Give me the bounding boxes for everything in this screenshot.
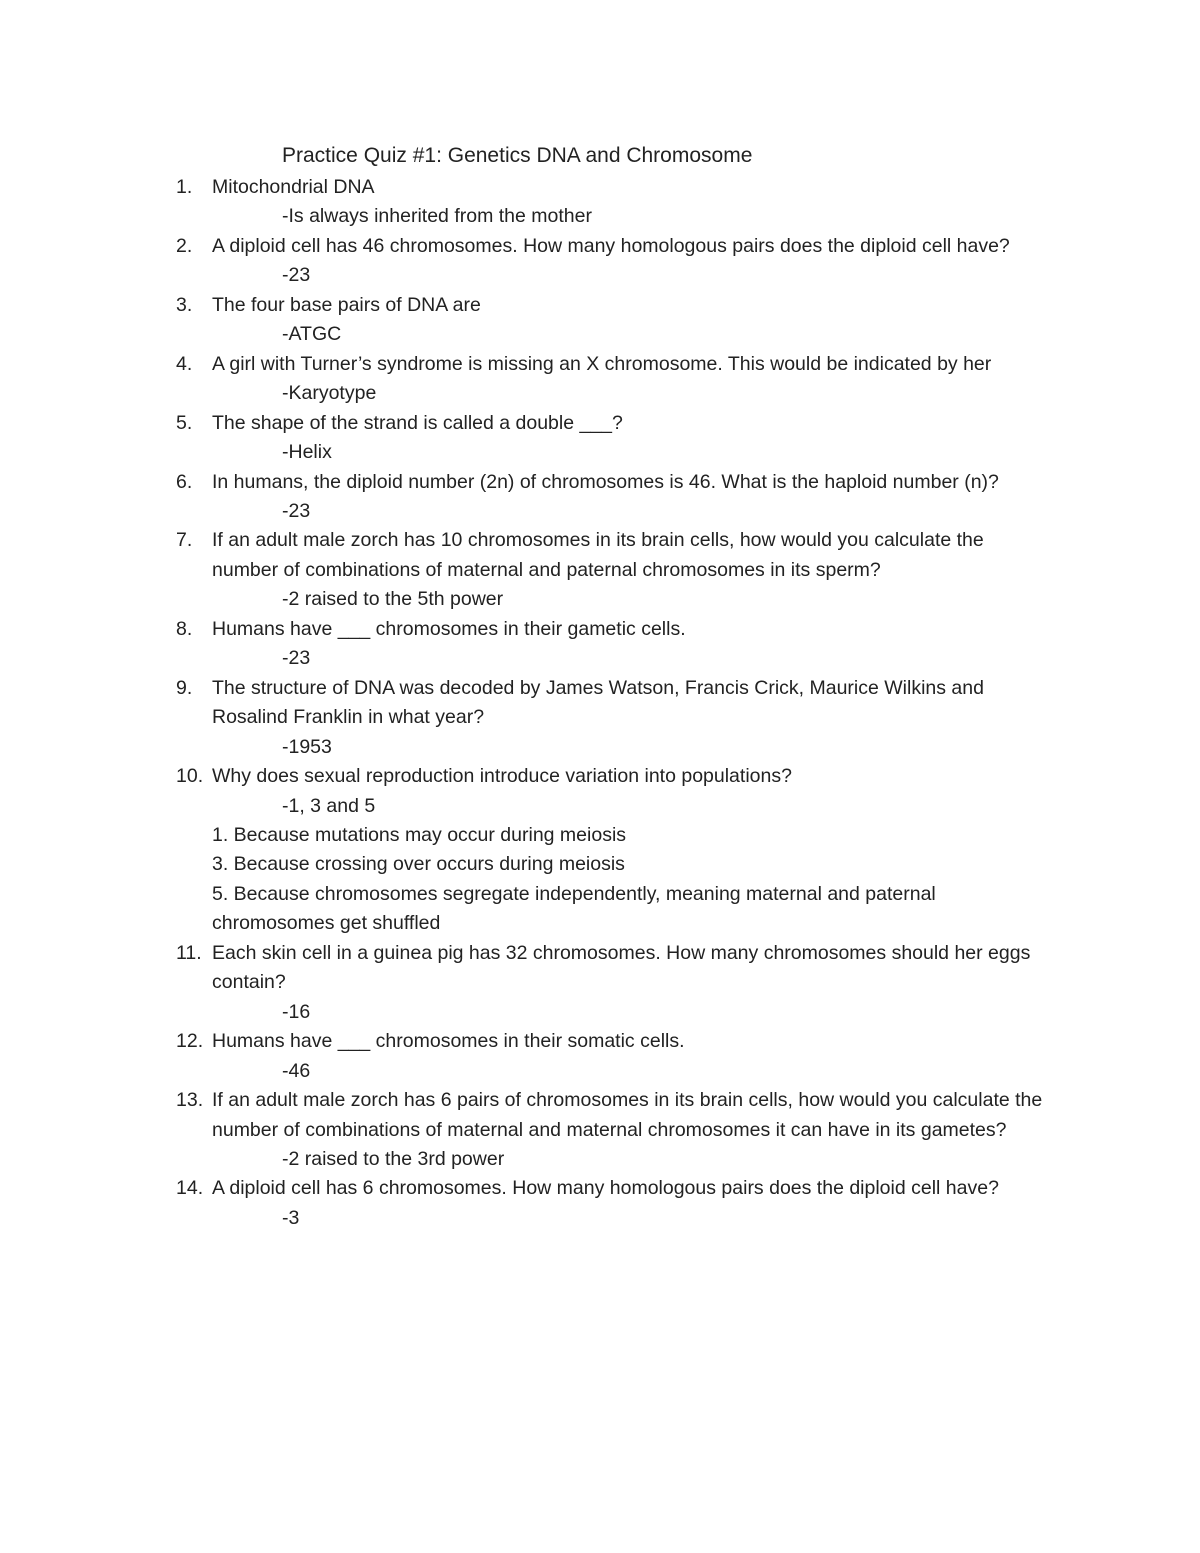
- answer-text: -1953: [282, 735, 332, 758]
- quiz-item-14: [172, 1174, 1052, 1233]
- question-number: 3.: [176, 293, 193, 316]
- answer-text: -Karyotype: [282, 382, 377, 405]
- answer-option: 3. Because crossing over occurs during meiosis: [212, 853, 625, 876]
- answer-text: -46: [282, 1059, 311, 1082]
- question-text: A girl with Turner’s syndrome is missing an X chromosome. This would be indicated by her: [212, 352, 992, 375]
- quiz-item-11: [172, 939, 1052, 1027]
- quiz-item-5: [172, 409, 1052, 468]
- question-text: If an adult male zorch has 10 chromosomes in its brain cells, how would you calculate the number of combinations of maternal and paternal chromosomes in its sperm?: [212, 529, 984, 581]
- quiz-item-7: [172, 526, 1052, 614]
- question-text: The shape of the strand is called a double ___?: [212, 411, 623, 434]
- quiz-item-13: [172, 1086, 1052, 1174]
- question-text: In humans, the diploid number (2n) of chromosomes is 46. What is the haploid number (n)?: [212, 470, 999, 493]
- quiz-item-1: [172, 173, 1052, 232]
- question-number: 6.: [176, 470, 193, 493]
- quiz-item-3: [172, 291, 1052, 350]
- answer-option: 1. Because mutations may occur during meiosis: [212, 823, 627, 846]
- question-number: 5.: [176, 411, 193, 434]
- question-number: 8.: [176, 617, 193, 640]
- question-text: Each skin cell in a guinea pig has 32 chromosomes. How many chromosomes should her eggs contain?: [212, 941, 1031, 994]
- question-text: A diploid cell has 46 chromosomes. How many homologous pairs does the diploid cell have?: [212, 234, 1010, 257]
- question-number: 4.: [176, 352, 193, 375]
- quiz-item-4: [172, 350, 1052, 409]
- quiz-list: [172, 173, 1052, 1233]
- answer-text: -23: [282, 647, 311, 670]
- quiz-item-8: [172, 615, 1052, 674]
- question-text: The four base pairs of DNA are: [212, 293, 481, 316]
- answer-text: -2 raised to the 5th power: [282, 588, 504, 611]
- question-number: 10.: [176, 765, 204, 788]
- answer-text: -Helix: [282, 441, 332, 464]
- answer-text: -Is always inherited from the mother: [282, 205, 592, 228]
- question-text: A diploid cell has 6 chromosomes. How many homologous pairs does the diploid cell have?: [212, 1177, 999, 1200]
- quiz-item-10: [172, 762, 1052, 939]
- quiz-item-6: [172, 468, 1052, 527]
- question-text: If an adult male zorch has 6 pairs of chromosomes in its brain cells, how would you calculate the number of combinations of maternal and maternal chromosomes it can have in its gametes?: [212, 1089, 1043, 1141]
- question-number: 13.: [176, 1089, 204, 1112]
- answer-text: -16: [282, 1000, 311, 1023]
- answer-text: -23: [282, 264, 311, 287]
- answer-text: -2 raised to the 3rd power: [282, 1147, 505, 1170]
- question-number: 11.: [176, 941, 202, 964]
- answer-text: -23: [282, 499, 311, 522]
- question-number: 14.: [176, 1177, 204, 1200]
- answer-text: -3: [282, 1206, 300, 1229]
- answer-text: -ATGC: [282, 323, 342, 346]
- question-text: Humans have ___ chromosomes in their gametic cells.: [212, 617, 686, 640]
- question-number: 2.: [176, 234, 193, 257]
- quiz-item-9: [172, 674, 1052, 762]
- question-text: Humans have ___ chromosomes in their somatic cells.: [212, 1030, 685, 1053]
- question-text: Why does sexual reproduction introduce variation into populations?: [212, 765, 792, 788]
- question-number: 7.: [176, 529, 193, 552]
- question-text: The structure of DNA was decoded by James Watson, Francis Crick, Maurice Wilkins and Rosalind Franklin in what year?: [212, 676, 984, 729]
- answer-option: 5. Because chromosomes segregate independently, meaning maternal and paternal chromosomes get shuffled: [212, 882, 936, 935]
- question-number: 12.: [176, 1030, 204, 1053]
- answer-text: -1, 3 and 5: [282, 794, 376, 817]
- quiz-item-2: [172, 232, 1052, 291]
- question-number: 1.: [176, 176, 193, 198]
- quiz-item-12: [172, 1027, 1052, 1086]
- page-title: Practice Quiz #1: Genetics DNA and Chromosome: [282, 144, 753, 167]
- question-number: 9.: [176, 676, 193, 699]
- question-text: Mitochondrial DNA: [212, 176, 375, 198]
